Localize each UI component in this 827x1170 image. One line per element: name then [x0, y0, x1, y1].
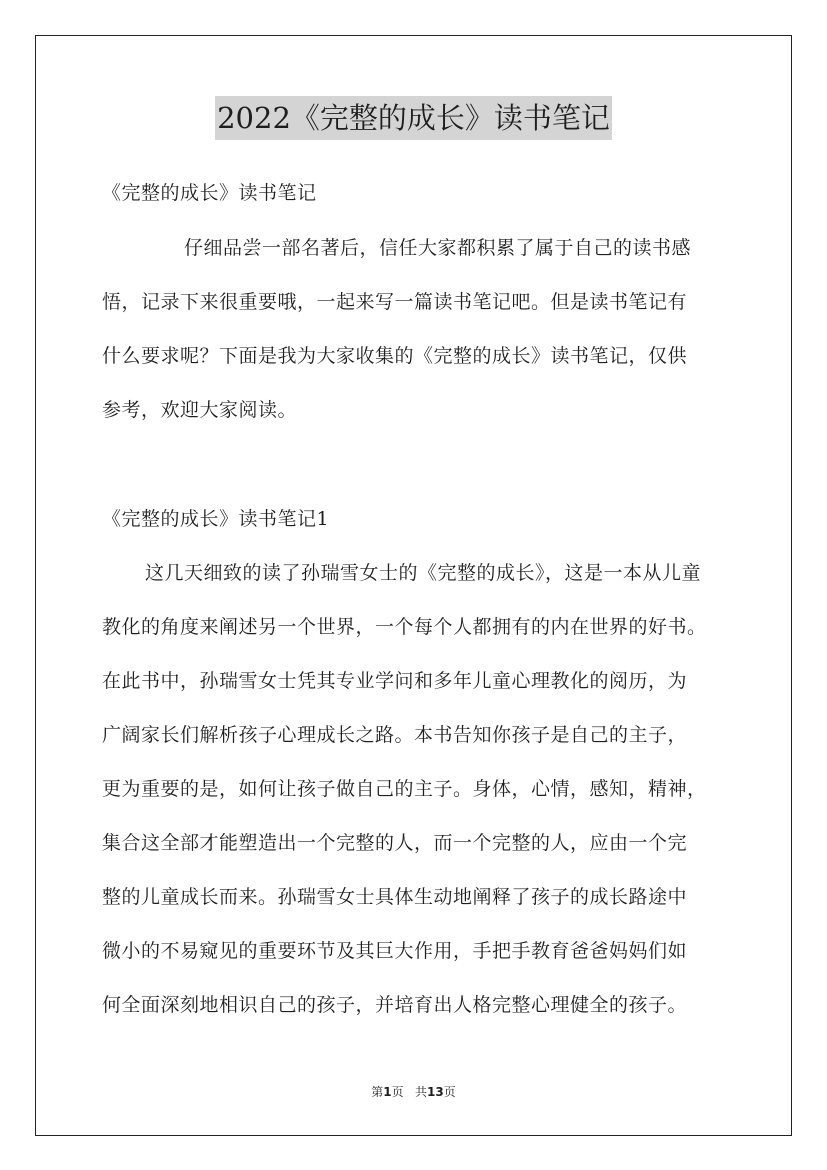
body-line: 更为重要的是，如何让孩子做自己的主子。身体，心情，感知，精神， — [102, 778, 707, 800]
title-container — [0, 96, 827, 140]
intro-line: 悟，记录下来很重要哦，一起来写一篇读书笔记吧。但是读书笔记有 — [102, 291, 688, 313]
intro-line: 仔细品尝一部名著后，信任大家都积累了属于自己的读书感 — [184, 237, 692, 259]
footer-mid: 页 共 — [391, 1085, 428, 1099]
document-title: 2022《完整的成长》读书笔记 — [215, 96, 612, 140]
page-footer — [0, 1083, 827, 1100]
footer-suffix: 页 — [443, 1085, 456, 1099]
body-line: 教化的角度来阐述另一个世界，一个每个人都拥有的内在世界的好书。 — [102, 616, 707, 638]
body-line: 集合这全部才能塑造出一个完整的人，而一个完整的人，应由一个完 — [102, 832, 688, 854]
body-line: 这几天细致的读了孙瑞雪女士的《完整的成长》，这是一本从儿童 — [145, 562, 702, 584]
body-line: 在此书中，孙瑞雪女士凭其专业学问和多年儿童心理教化的阅历，为 — [102, 670, 688, 692]
body-line: 微小的不易窥见的重要环节及其巨大作用，手把手教育爸爸妈妈们如 — [102, 940, 688, 962]
intro-line: 什么要求呢？下面是我为大家收集的《完整的成长》读书笔记，仅供 — [102, 345, 688, 367]
intro-line: 参考，欢迎大家阅读。 — [102, 399, 298, 421]
section-heading: 《完整的成长》读书笔记1 — [102, 508, 330, 530]
subtitle: 《完整的成长》读书笔记 — [102, 182, 317, 204]
body-line: 广阔家长们解析孩子心理成长之路。本书告知你孩子是自己的主子， — [102, 724, 688, 746]
body-line: 整的儿童成长而来。孙瑞雪女士具体生动地阐释了孩子的成长路途中 — [102, 886, 688, 908]
current-page-number: 1 — [383, 1085, 392, 1099]
body-line: 何全面深刻地相识自己的孩子，并培育出人格完整心理健全的孩子。 — [102, 994, 688, 1016]
footer-prefix: 第 — [371, 1085, 384, 1099]
total-page-number: 13 — [427, 1085, 444, 1099]
